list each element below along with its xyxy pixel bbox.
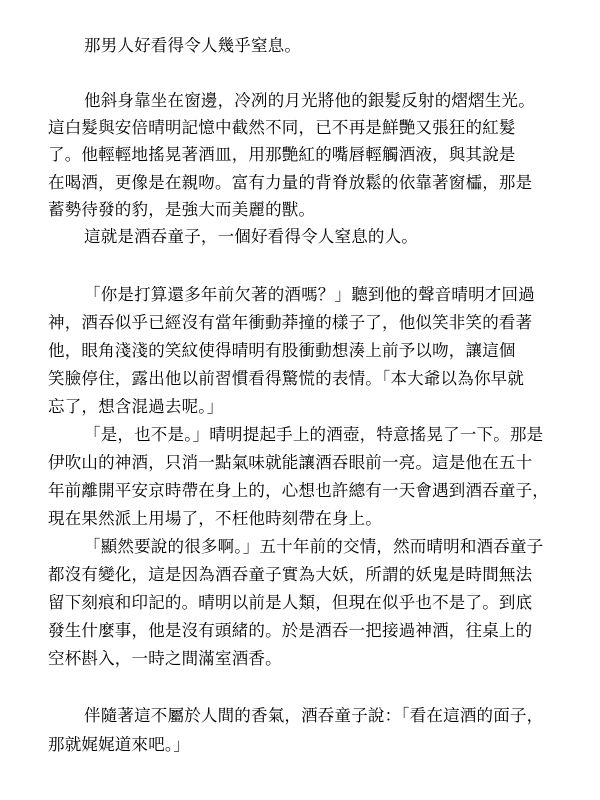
- paragraph-line: 留下刻痕和印記的。晴明以前是人類，但現在似乎也不是了。到底: [48, 593, 533, 612]
- paragraph-line: 現在果然派上用場了，不枉他時刻帶在身上。: [48, 509, 382, 528]
- paragraph-line: 年前離開平安京時帶在身上的，心想也許總有一天會遇到酒吞童子，: [48, 481, 549, 500]
- paragraph-line: 「顯然要說的很多啊。」五十年前的交情，然而晴明和酒吞童子: [84, 537, 544, 556]
- paragraph-line: 他斜身靠坐在窗邊，冷冽的月光將他的銀髮反射的熠熠生光。: [84, 91, 535, 110]
- paragraph-line: 空杯斟入，一時之間滿室酒香。: [48, 649, 282, 668]
- paragraph-line: 發生什麼事，他是沒有頭緒的。於是酒吞一把接過神酒，往桌上的: [48, 621, 533, 640]
- paragraph-line: 那就娓娓道來吧。」: [48, 735, 191, 754]
- paragraph-line: 神，酒吞似乎已經沒有當年衝動莽撞的樣子了，他似笑非笑的看著: [48, 313, 533, 332]
- paragraph-line: 在喝酒，更像是在親吻。富有力量的背脊放鬆的依靠著窗櫺，那是: [48, 173, 533, 192]
- paragraph-line: 那男人好看得令人幾乎窒息。: [84, 36, 302, 55]
- paragraph-line: 蓄勢待發的豹，是強大而美麗的獸。: [48, 200, 316, 219]
- paragraph-line: 了。他輕輕地搖晃著酒皿，用那艷紅的嘴唇輕觸酒液，與其說是: [48, 145, 516, 164]
- paragraph-line: 這就是酒吞童子，一個好看得令人窒息的人。: [84, 227, 418, 246]
- paragraph-line: 伊吹山的神酒，只消一點氣味就能讓酒吞眼前一亮。這是他在五十: [48, 453, 533, 472]
- paragraph-line: 他，眼角淺淺的笑紋使得晴明有股衝動想湊上前予以吻，讓這個: [48, 341, 516, 360]
- paragraph-line: 都沒有變化，這是因為酒吞童子實為大妖，所謂的妖鬼是時間無法: [48, 565, 533, 584]
- paragraph-line: 忘了，想含混過去呢。」: [48, 397, 224, 416]
- paragraph-line: 這白髮與安倍晴明記憶中截然不同，已不再是鮮艷又張狂的紅髮: [48, 118, 516, 137]
- paragraph-line: 笑臉停住，露出他以前習慣看得驚慌的表情。「本大爺以為你早就: [48, 369, 525, 388]
- paragraph-line: 「是，也不是。」晴明提起手上的酒壺，特意搖晃了一下。那是: [84, 425, 544, 444]
- paragraph-line: 「你是打算還多年前欠著的酒嗎？」聽到他的聲音晴明才回過: [84, 285, 535, 304]
- paragraph-line: 伴隨著這不屬於人間的香氣，酒吞童子說：「看在這酒的面子，: [84, 706, 544, 725]
